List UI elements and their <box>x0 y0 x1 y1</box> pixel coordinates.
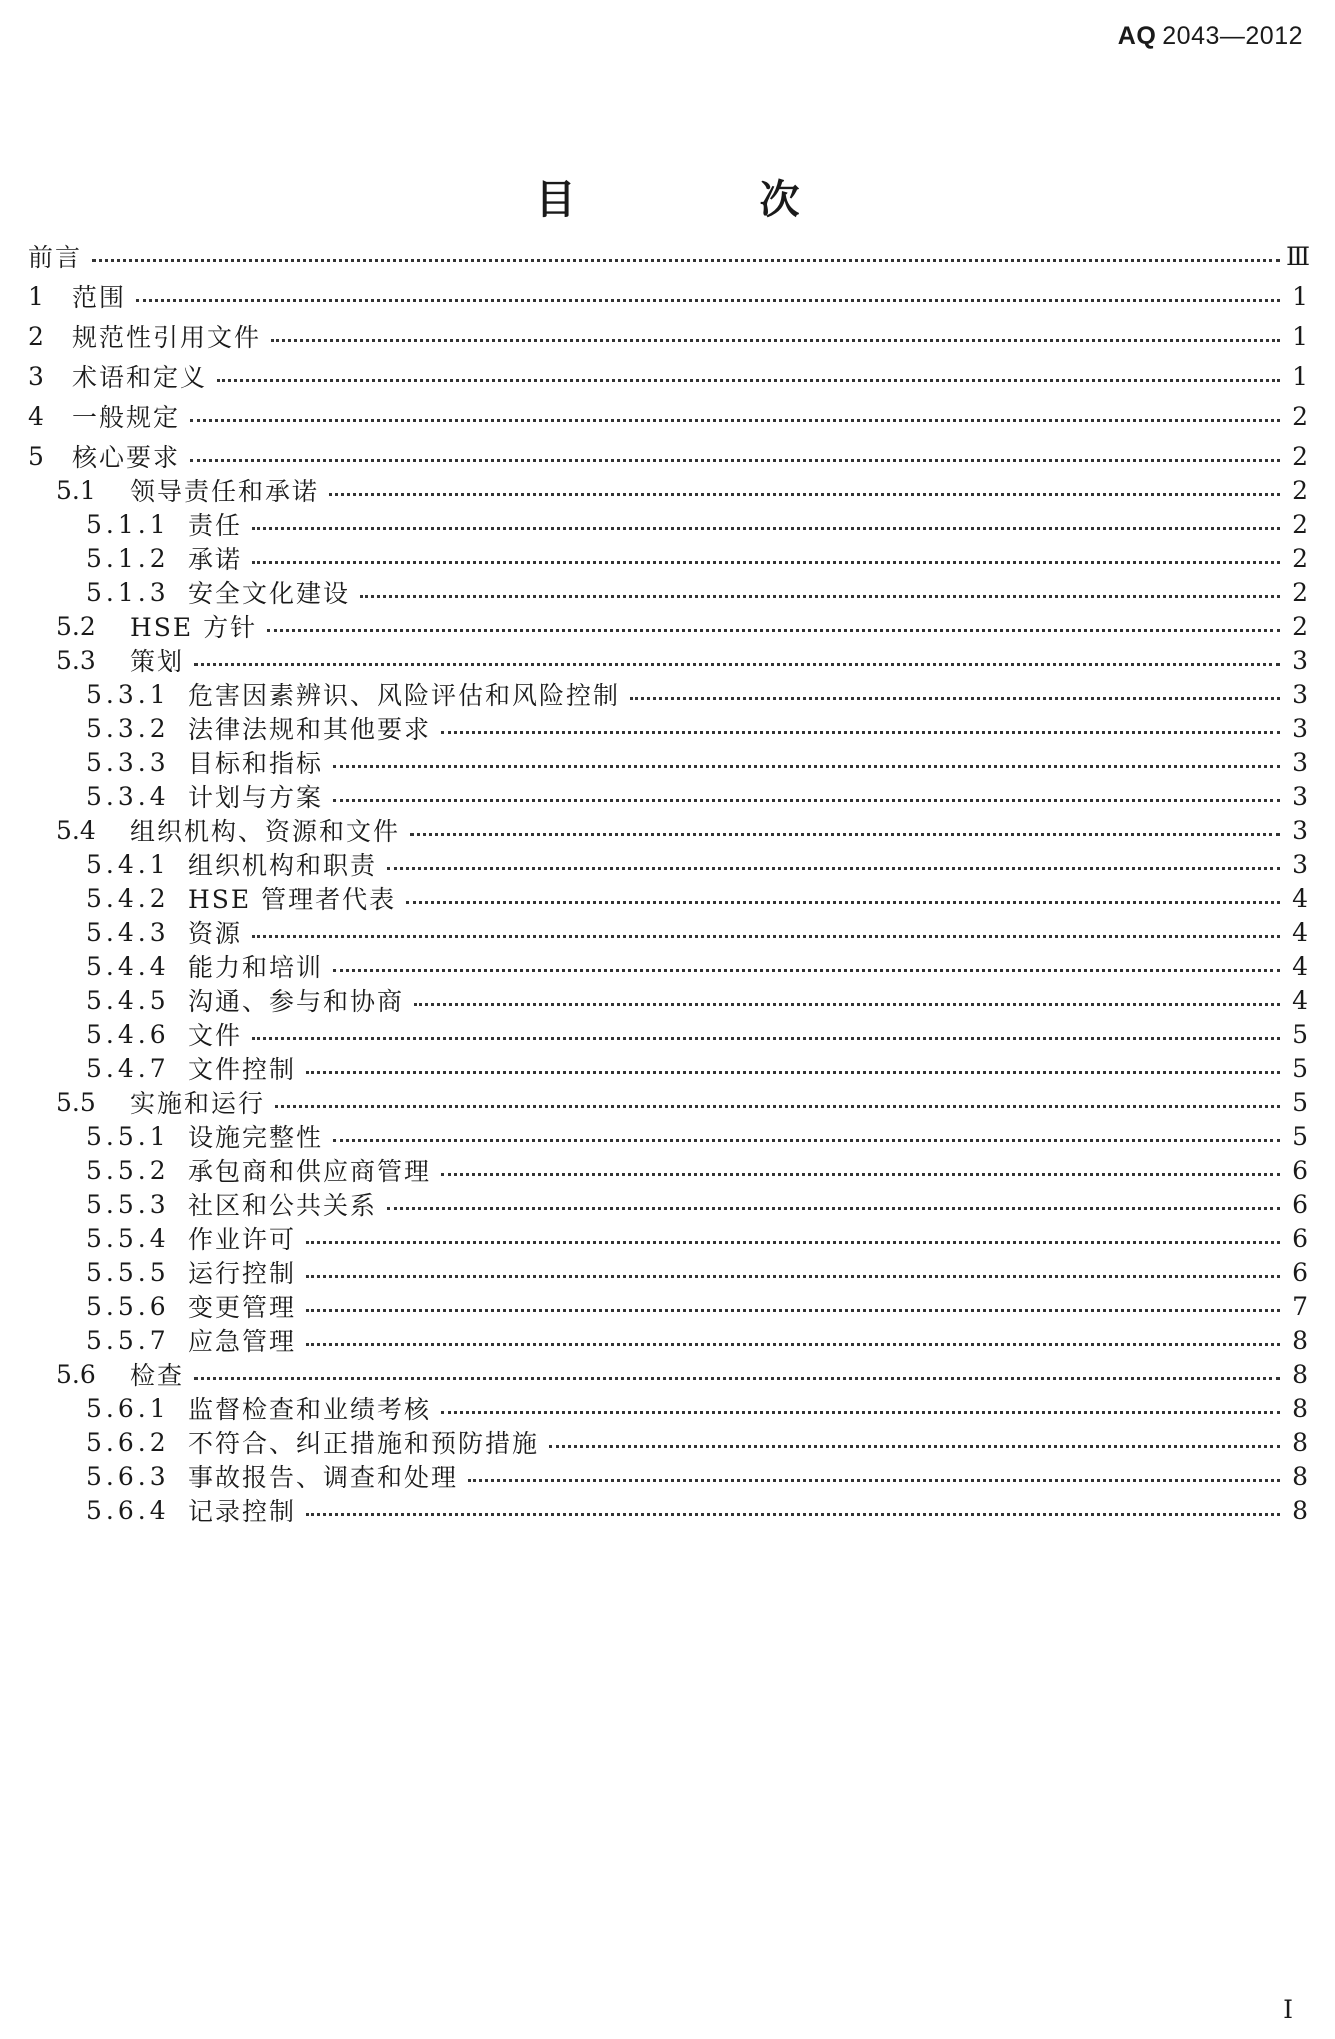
toc-entry[interactable] <box>28 1016 1308 1052</box>
toc-entry-page: 6 <box>1292 1257 1308 1287</box>
toc-dot-leader <box>252 540 1280 576</box>
toc-entry-number: 3 <box>28 361 44 391</box>
toc-dot-leader <box>194 1356 1280 1392</box>
toc-entry-number: 5.3 <box>56 645 96 675</box>
toc-dot-leader <box>333 778 1280 814</box>
toc-dot-leader <box>252 1016 1280 1052</box>
toc-entry-label: HSE 管理者代表 <box>188 885 397 914</box>
toc-entry-number: 5.4.6 <box>86 1019 170 1049</box>
toc-entry-page: 8 <box>1292 1495 1308 1525</box>
toc-entry[interactable] <box>28 1118 1308 1154</box>
toc-dot-leader <box>406 880 1280 916</box>
toc-entry-label: 监督检查和业绩考核 <box>188 1395 432 1424</box>
toc-entry[interactable] <box>28 506 1308 542</box>
toc-dot-leader <box>441 1390 1280 1426</box>
toc-entry-page: 6 <box>1292 1223 1308 1253</box>
toc-entry[interactable] <box>28 1424 1308 1460</box>
toc-entry-number: 5.5.3 <box>86 1189 170 1219</box>
toc-dot-leader <box>252 506 1280 542</box>
toc-entry-label: 沟通、参与和协商 <box>188 987 405 1016</box>
toc-entry[interactable] <box>28 358 1308 394</box>
toc-entry[interactable] <box>28 278 1308 314</box>
toc-entry-number: 5 <box>28 441 44 471</box>
table-of-contents <box>28 0 1311 2039</box>
toc-entry-page: 2 <box>1292 441 1308 471</box>
toc-entry-number: 5.5.6 <box>86 1291 170 1321</box>
toc-entry-label: 记录控制 <box>188 1497 297 1526</box>
toc-entry-page: 1 <box>1292 281 1308 311</box>
toc-entry-label: 范围 <box>72 283 127 312</box>
toc-entry[interactable] <box>28 1050 1308 1086</box>
toc-entry-number: 4 <box>28 401 44 431</box>
toc-entry-page: 1 <box>1292 361 1308 391</box>
toc-entry[interactable] <box>28 398 1308 434</box>
toc-entry[interactable] <box>28 318 1308 354</box>
toc-entry-number: 5.5.4 <box>86 1223 170 1253</box>
toc-entry-page: 2 <box>1292 577 1308 607</box>
toc-entry[interactable] <box>28 438 1308 474</box>
toc-entry-page: 4 <box>1292 917 1308 947</box>
toc-entry-page: 3 <box>1292 815 1308 845</box>
page-number: I <box>1283 1995 1293 2024</box>
toc-entry-label: 安全文化建设 <box>188 579 351 608</box>
toc-entry[interactable] <box>28 1322 1308 1358</box>
toc-entry-page: 2 <box>1292 543 1308 573</box>
toc-entry-label: 目标和指标 <box>188 749 324 778</box>
toc-entry-page: 3 <box>1292 679 1308 709</box>
toc-entry-number: 5.5.2 <box>86 1155 170 1185</box>
toc-entry-page: 3 <box>1292 645 1308 675</box>
toc-dot-leader <box>387 1186 1280 1222</box>
toc-entry[interactable] <box>28 1084 1308 1120</box>
toc-dot-leader <box>333 948 1280 984</box>
toc-entry-number: 5.4 <box>56 815 96 845</box>
toc-dot-leader <box>414 982 1280 1018</box>
toc-dot-leader <box>306 1288 1280 1324</box>
toc-entry-number: 5.4.4 <box>86 951 170 981</box>
toc-entry-number: 5.4.1 <box>86 849 170 879</box>
toc-entry-page: 8 <box>1292 1325 1308 1355</box>
toc-entry-page: 8 <box>1292 1461 1308 1491</box>
toc-entry-label: 组织机构和职责 <box>188 851 378 880</box>
toc-entry[interactable] <box>28 238 1311 274</box>
toc-entry-label: 能力和培训 <box>188 953 324 982</box>
toc-dot-leader <box>306 1254 1280 1290</box>
toc-entry-page: 5 <box>1292 1019 1308 1049</box>
toc-dot-leader <box>267 608 1280 644</box>
standard-number: 2043—2012 <box>1162 22 1303 50</box>
toc-entry-label: 责任 <box>188 511 243 540</box>
toc-entry-number: 5.3.1 <box>86 679 170 709</box>
toc-entry-label: 事故报告、调查和处理 <box>188 1463 459 1492</box>
toc-entry-number: 5.3.3 <box>86 747 170 777</box>
toc-entry-label: 检查 <box>130 1361 185 1390</box>
toc-entry-page: 8 <box>1292 1359 1308 1389</box>
toc-entry-number: 5.4.3 <box>86 917 170 947</box>
toc-entry-page: 3 <box>1292 747 1308 777</box>
toc-dot-leader <box>252 914 1280 950</box>
toc-entry-number: 5.6 <box>56 1359 96 1389</box>
toc-entry-label: 领导责任和承诺 <box>130 477 320 506</box>
toc-entry-page: 5 <box>1292 1121 1308 1151</box>
toc-entry-number: 5.4.2 <box>86 883 170 913</box>
toc-entry-page: 6 <box>1292 1189 1308 1219</box>
toc-dot-leader <box>306 1050 1280 1086</box>
toc-entry-label: 设施完整性 <box>188 1123 324 1152</box>
toc-dot-leader <box>441 710 1280 746</box>
toc-dot-leader <box>306 1220 1280 1256</box>
toc-entry-number: 5.4.7 <box>86 1053 170 1083</box>
toc-entry-page: 4 <box>1292 951 1308 981</box>
toc-entry[interactable] <box>28 676 1308 712</box>
toc-entry[interactable] <box>28 1356 1308 1392</box>
toc-entry-page: 5 <box>1292 1053 1308 1083</box>
toc-entry-page: 3 <box>1292 713 1308 743</box>
toc-entry[interactable] <box>28 574 1308 610</box>
toc-dot-leader <box>468 1458 1280 1494</box>
toc-dot-leader <box>194 642 1280 678</box>
toc-entry-label: 变更管理 <box>188 1293 297 1322</box>
toc-entry-label: 危害因素辨识、风险评估和风险控制 <box>188 681 621 710</box>
toc-entry-page: 6 <box>1292 1155 1308 1185</box>
toc-entry[interactable] <box>28 1220 1308 1256</box>
toc-entry-label: 实施和运行 <box>130 1089 266 1118</box>
toc-entry-number: 5.6.3 <box>86 1461 170 1491</box>
toc-dot-leader <box>275 1084 1280 1120</box>
toc-entry-number: 5.2 <box>56 611 96 641</box>
toc-dot-leader <box>387 846 1280 882</box>
toc-dot-leader <box>549 1424 1280 1460</box>
toc-entry-label: 资源 <box>188 919 243 948</box>
toc-entry-number: 5.3.2 <box>86 713 170 743</box>
toc-entry-label: 核心要求 <box>72 443 181 472</box>
toc-entry-number: 5.5.1 <box>86 1121 170 1151</box>
toc-entry-label: 文件控制 <box>188 1055 297 1084</box>
toc-entry-label: 计划与方案 <box>188 783 324 812</box>
toc-entry-label: 规范性引用文件 <box>72 323 262 352</box>
toc-dot-leader <box>306 1322 1280 1358</box>
toc-dot-leader <box>190 438 1280 474</box>
toc-entry-number: 1 <box>28 281 44 311</box>
toc-entry-label: 作业许可 <box>188 1225 297 1254</box>
toc-entry-number: 5.5 <box>56 1087 96 1117</box>
toc-entry-number: 5.1.3 <box>86 577 170 607</box>
toc-entry[interactable] <box>28 982 1308 1018</box>
toc-entry-page: 4 <box>1292 985 1308 1015</box>
toc-entry-label: 运行控制 <box>188 1259 297 1288</box>
toc-entry[interactable] <box>28 880 1308 916</box>
toc-dot-leader <box>92 238 1280 274</box>
toc-entry[interactable] <box>28 1186 1308 1222</box>
toc-entry-page: 7 <box>1292 1291 1308 1321</box>
toc-entry-label: 不符合、纠正措施和预防措施 <box>188 1429 540 1458</box>
toc-entry[interactable] <box>28 812 1308 848</box>
page-title: 目 次 <box>535 177 872 223</box>
toc-entry-page: 2 <box>1292 475 1308 505</box>
toc-entry-label: 术语和定义 <box>72 363 208 392</box>
toc-entry[interactable] <box>28 948 1308 984</box>
toc-entry-label: 法律法规和其他要求 <box>188 715 432 744</box>
toc-entry-label: HSE 方针 <box>130 613 258 642</box>
toc-entry[interactable] <box>28 710 1308 746</box>
toc-dot-leader <box>333 744 1280 780</box>
toc-entry-page: 1 <box>1292 321 1308 351</box>
toc-entry[interactable] <box>28 914 1308 950</box>
toc-entry-number: 5.6.1 <box>86 1393 170 1423</box>
toc-entry-label: 策划 <box>130 647 185 676</box>
toc-entry-number: 5.5.7 <box>86 1325 170 1355</box>
toc-entry-number: 5.1 <box>56 475 96 505</box>
toc-entry[interactable] <box>28 1390 1308 1426</box>
toc-entry[interactable] <box>28 540 1308 576</box>
toc-entry-number: 5.1.2 <box>86 543 170 573</box>
toc-dot-leader <box>190 398 1280 434</box>
toc-entry-label: 文件 <box>188 1021 243 1050</box>
toc-entry[interactable] <box>28 608 1308 644</box>
toc-entry-number: 5.1.1 <box>86 509 170 539</box>
toc-dot-leader <box>360 574 1280 610</box>
toc-entry-number: 5.6.4 <box>86 1495 170 1525</box>
standard-prefix: AQ <box>1117 22 1157 50</box>
toc-dot-leader <box>217 358 1280 394</box>
toc-entry-number: 5.4.5 <box>86 985 170 1015</box>
toc-dot-leader <box>333 1118 1280 1154</box>
toc-entry[interactable] <box>28 1458 1308 1494</box>
toc-dot-leader <box>441 1152 1280 1188</box>
toc-dot-leader <box>329 472 1280 508</box>
toc-entry-label: 承包商和供应商管理 <box>188 1157 432 1186</box>
toc-entry[interactable] <box>28 744 1308 780</box>
toc-entry[interactable] <box>28 472 1308 508</box>
toc-entry-page: 8 <box>1292 1427 1308 1457</box>
toc-entry[interactable] <box>28 642 1308 678</box>
toc-dot-leader <box>630 676 1280 712</box>
toc-entry-number: 5.6.2 <box>86 1427 170 1457</box>
toc-entry-page: 2 <box>1292 509 1308 539</box>
toc-dot-leader <box>271 318 1280 354</box>
toc-entry[interactable] <box>28 1254 1308 1290</box>
toc-entry-number: 5.3.4 <box>86 781 170 811</box>
toc-entry-page: 4 <box>1292 883 1308 913</box>
toc-entry[interactable] <box>28 1492 1308 1528</box>
toc-entry-page: Ⅲ <box>1286 241 1311 271</box>
toc-dot-leader <box>306 1492 1280 1528</box>
toc-entry-page: 2 <box>1292 401 1308 431</box>
toc-entry-page: 8 <box>1292 1393 1308 1423</box>
toc-entry[interactable] <box>28 1152 1308 1188</box>
toc-entry[interactable] <box>28 846 1308 882</box>
toc-entry-label: 组织机构、资源和文件 <box>130 817 401 846</box>
toc-entry-number: 5.5.5 <box>86 1257 170 1287</box>
toc-entry-label: 前言 <box>28 243 83 272</box>
toc-entry-page: 5 <box>1292 1087 1308 1117</box>
toc-dot-leader <box>136 278 1280 314</box>
toc-entry-page: 2 <box>1292 611 1308 641</box>
toc-entry-number: 2 <box>28 321 44 351</box>
toc-entry-label: 一般规定 <box>72 403 181 432</box>
toc-entry-page: 3 <box>1292 781 1308 811</box>
toc-dot-leader <box>410 812 1280 848</box>
toc-entry[interactable] <box>28 1288 1308 1324</box>
toc-entry-label: 社区和公共关系 <box>188 1191 378 1220</box>
toc-entry-label: 应急管理 <box>188 1327 297 1356</box>
toc-entry-page: 3 <box>1292 849 1308 879</box>
toc-entry[interactable] <box>28 778 1308 814</box>
toc-entry-label: 承诺 <box>188 545 243 574</box>
